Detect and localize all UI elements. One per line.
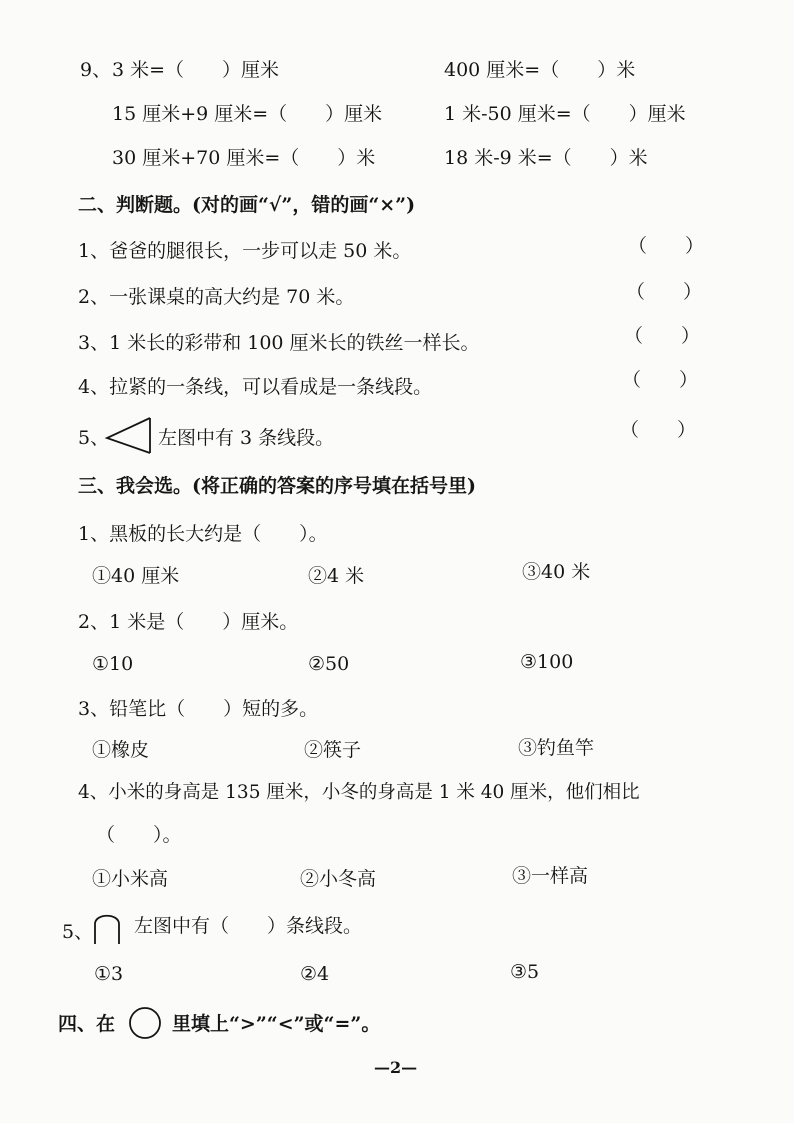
choice-q4-option-3[interactable]: ③一样高 (512, 865, 589, 887)
choice-q1-option-1[interactable]: ①40 厘米 (92, 565, 180, 587)
q9-a: 3 米=（ ）厘米 (112, 59, 280, 81)
choice-q5-option-2[interactable]: ②4 (300, 963, 330, 985)
judge-item-1: 1、爸爸的腿很长，一步可以走 50 米。 (78, 240, 412, 262)
judge-answer-4[interactable]: （ ） (622, 369, 699, 391)
choice-q4-stem-2: （ ）。 (96, 824, 182, 846)
choice-q3-option-2[interactable]: ②筷子 (304, 739, 362, 761)
choice-q2-option-1[interactable]: ①10 (92, 653, 134, 675)
choice-q4-stem: 4、小米的身高是 135 厘米，小冬的身高是 1 米 40 厘米，他们相比 (78, 782, 640, 803)
judge-item-5-number: 5、 (78, 427, 110, 449)
choice-q3-stem: 3、铅笔比（ ）短的多。 (78, 698, 319, 720)
section4-prefix: 四、在 (58, 1013, 116, 1035)
choice-q2-option-3[interactable]: ③100 (520, 651, 574, 673)
q9-c: 15 厘米+9 厘米=（ ）厘米 (112, 103, 383, 125)
section4-suffix: 里填上“>”“<”或“=”。 (172, 1013, 381, 1035)
choice-q2-stem: 2、1 米是（ ）厘米。 (78, 611, 299, 633)
choice-q1-stem: 1、黑板的长大约是（ ）。 (78, 523, 328, 545)
section3-title: 三、我会选。(将正确的答案的序号填在括号里) (78, 475, 476, 497)
choice-q4-option-1[interactable]: ①小米高 (92, 868, 169, 890)
judge-answer-2[interactable]: （ ） (626, 281, 703, 303)
q9-f: 18 米-9 米=（ ）米 (444, 147, 648, 169)
arch-figure-icon (92, 908, 122, 946)
judge-answer-5[interactable]: （ ） (620, 419, 697, 441)
choice-q3-option-3[interactable]: ③钓鱼竿 (518, 737, 595, 759)
choice-q5-option-3[interactable]: ③5 (510, 961, 540, 983)
judge-item-5: 左图中有 3 条线段。 (158, 427, 335, 449)
angle-figure-icon (104, 416, 152, 456)
choice-q4-option-2[interactable]: ②小冬高 (300, 868, 377, 890)
q9-b: 400 厘米=（ ）米 (444, 59, 636, 81)
choice-q3-option-1[interactable]: ①橡皮 (92, 739, 150, 761)
choice-q5-number: 5、 (62, 921, 94, 943)
page-number: —2— (374, 1058, 418, 1077)
q9-e: 30 厘米+70 厘米=（ ）米 (112, 147, 376, 169)
q9-d: 1 米-50 厘米=（ ）厘米 (444, 103, 686, 125)
choice-q2-option-2[interactable]: ②50 (308, 653, 350, 675)
judge-item-3: 3、1 米长的彩带和 100 厘米长的铁丝一样长。 (78, 332, 480, 354)
judge-item-2: 2、一张课桌的高大约是 70 米。 (78, 286, 355, 308)
q9-number: 9、 (80, 59, 112, 81)
choice-q1-option-3[interactable]: ③40 米 (522, 561, 591, 583)
judge-answer-3[interactable]: （ ） (624, 325, 701, 347)
section2-title: 二、判断题。(对的画“√”，错的画“×”) (78, 194, 416, 216)
judge-answer-1[interactable]: （ ） (628, 235, 705, 257)
circle-blank-icon (128, 1006, 162, 1040)
judge-item-4: 4、拉紧的一条线，可以看成是一条线段。 (78, 376, 433, 398)
choice-q5-option-1[interactable]: ①3 (94, 963, 124, 985)
choice-q1-option-2[interactable]: ②4 米 (308, 565, 365, 587)
choice-q5-stem: 左图中有（ ）条线段。 (134, 915, 363, 937)
